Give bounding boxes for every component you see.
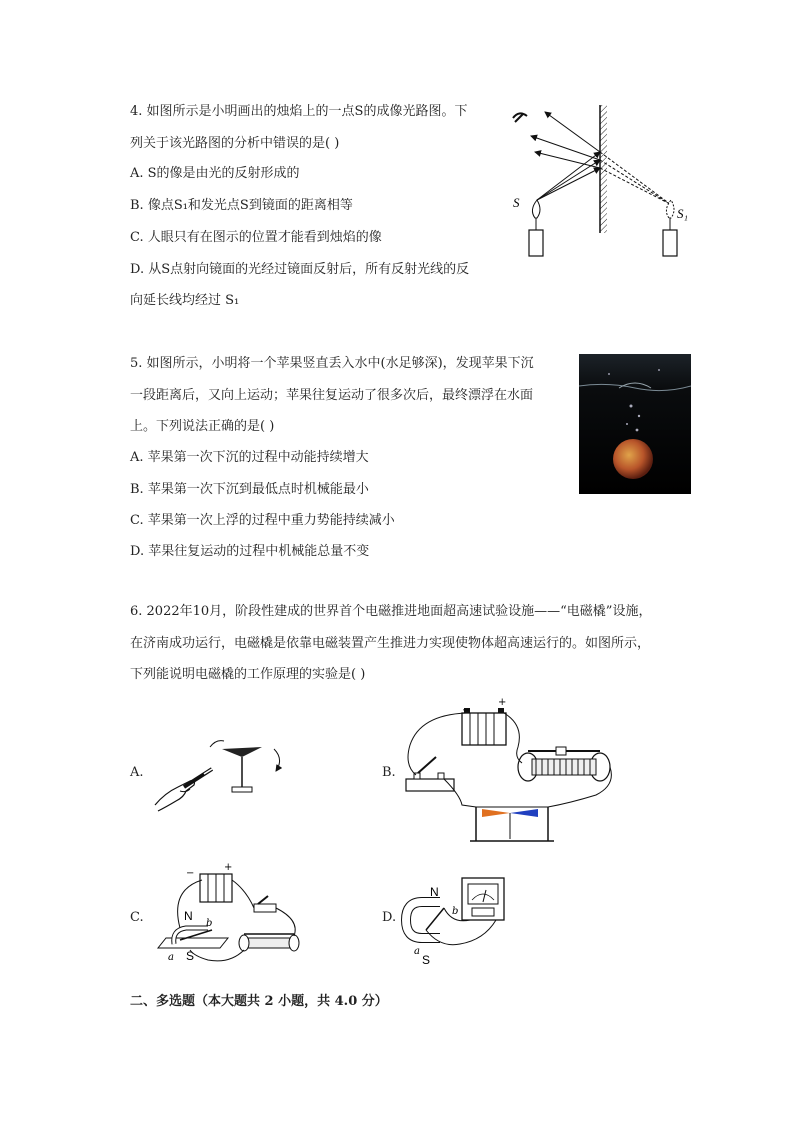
q4-light-path-figure [505, 100, 705, 265]
q5-stem-line2: 一段距离后，又向上运动；苹果往复运动了很多次后，最终漂浮在水面 [130, 388, 534, 403]
plus-sign: + [498, 697, 507, 708]
q6-option-d-label: D. [382, 910, 397, 925]
q6-figure-a [150, 735, 300, 815]
wire [504, 713, 522, 763]
q4-option-d-line1: D. 从S点射向镜面的光经过镜面反射后，所有反射光线的反 [130, 262, 470, 277]
rheostat-icon [518, 747, 610, 781]
pole-n-label: N [184, 909, 193, 923]
q6-option-c-label: C. [130, 910, 144, 925]
q5-option-b: B. 苹果第一次下沉到最低点时机械能最小 [130, 482, 369, 497]
q4-stem-line1: 4. 如图所示是小明画出的烛焰上的一点S的成像光路图。下 [130, 104, 468, 119]
point-s-label: S [513, 195, 520, 210]
wire [276, 908, 295, 936]
virtual-ray [600, 168, 670, 204]
q6-figure-b [400, 695, 620, 850]
point-b-label: b [206, 918, 213, 929]
reflected-ray [545, 112, 600, 152]
q4-option-a: A. S的像是由光的反射形成的 [130, 166, 300, 181]
q4-stem-line2: 列关于该光路图的分析中错误的是( ) [130, 136, 340, 151]
pole-n-label: N [430, 885, 439, 899]
magnet-with-rails [158, 928, 228, 948]
point-b-label: b [452, 906, 459, 917]
q5-option-a: A. 苹果第一次下沉的过程中动能持续增大 [130, 450, 369, 465]
pole-s-label: S [422, 953, 431, 967]
candle-icon [529, 200, 543, 256]
q5-stem-line1: 5. 如图所示，小明将一个苹果竖直丢入水中(水足够深)，发现苹果下沉 [130, 356, 534, 371]
rheostat-icon [239, 934, 299, 951]
section-2-heading: 二、多选题（本大题共 2 小题，共 4.0 分） [130, 994, 388, 1009]
reflected-ray [531, 136, 600, 160]
q4-option-b: B. 像点S₁和发光点S到镜面的距离相等 [130, 198, 353, 213]
incident-ray [537, 152, 600, 200]
pivot-needle [222, 747, 262, 792]
pole-s-label: S [186, 949, 195, 963]
eye-icon [513, 113, 527, 122]
point-s1-label: S₁ [677, 206, 689, 221]
wire [190, 950, 244, 961]
q5-option-d: D. 苹果往复运动的过程中机械能总量不变 [130, 544, 370, 559]
apple [613, 439, 653, 479]
switch-icon [254, 896, 276, 912]
wire [408, 713, 466, 775]
rotation-arrow [210, 741, 224, 747]
candle-image-icon [663, 200, 677, 256]
q6-option-b-label: B. [382, 765, 396, 780]
minus-sign: − [186, 868, 195, 879]
point-a-label: a [168, 952, 174, 963]
switch-icon [406, 757, 454, 791]
needle-stand [470, 807, 554, 841]
horseshoe-magnet-icon [406, 902, 444, 938]
q4-option-d-line2: 向延长线均经过 S₁ [130, 293, 240, 308]
q6-figure-d [400, 872, 520, 967]
plus-sign: + [224, 862, 233, 873]
q5-option-c: C. 苹果第一次上浮的过程中重力势能持续减小 [130, 513, 395, 528]
rod-icon [184, 769, 212, 787]
incident-ray [537, 168, 600, 200]
rotation-arrow [274, 749, 280, 771]
q6-figure-c [150, 860, 310, 970]
virtual-ray [600, 160, 670, 204]
battery-icon [200, 874, 232, 902]
minus-sign: − [462, 705, 471, 716]
q6-option-a-label: A. [130, 765, 144, 780]
q4-option-c: C. 人眼只有在图示的位置才能看到烛焰的像 [130, 230, 382, 245]
point-a-label: a [414, 946, 420, 957]
q5-stem-line3: 上。下列说法正确的是( ) [130, 419, 275, 434]
wire [232, 880, 254, 908]
virtual-ray [600, 152, 670, 204]
q6-stem-line1: 6. 2022年10月，阶段性建成的世界首个电磁推进地面超高速试验设施——“电磁橇”设施， [130, 604, 652, 619]
galvanometer-icon [462, 878, 504, 920]
q5-apple-in-water-photo [579, 354, 691, 494]
q6-stem-line2: 在济南成功运行，电磁橇是依靠电磁装置产生推进力实现使物体超高速运行的。如图所示， [130, 636, 651, 651]
q6-stem-line3: 下列能说明电磁橇的工作原理的实验是( ) [130, 667, 366, 682]
